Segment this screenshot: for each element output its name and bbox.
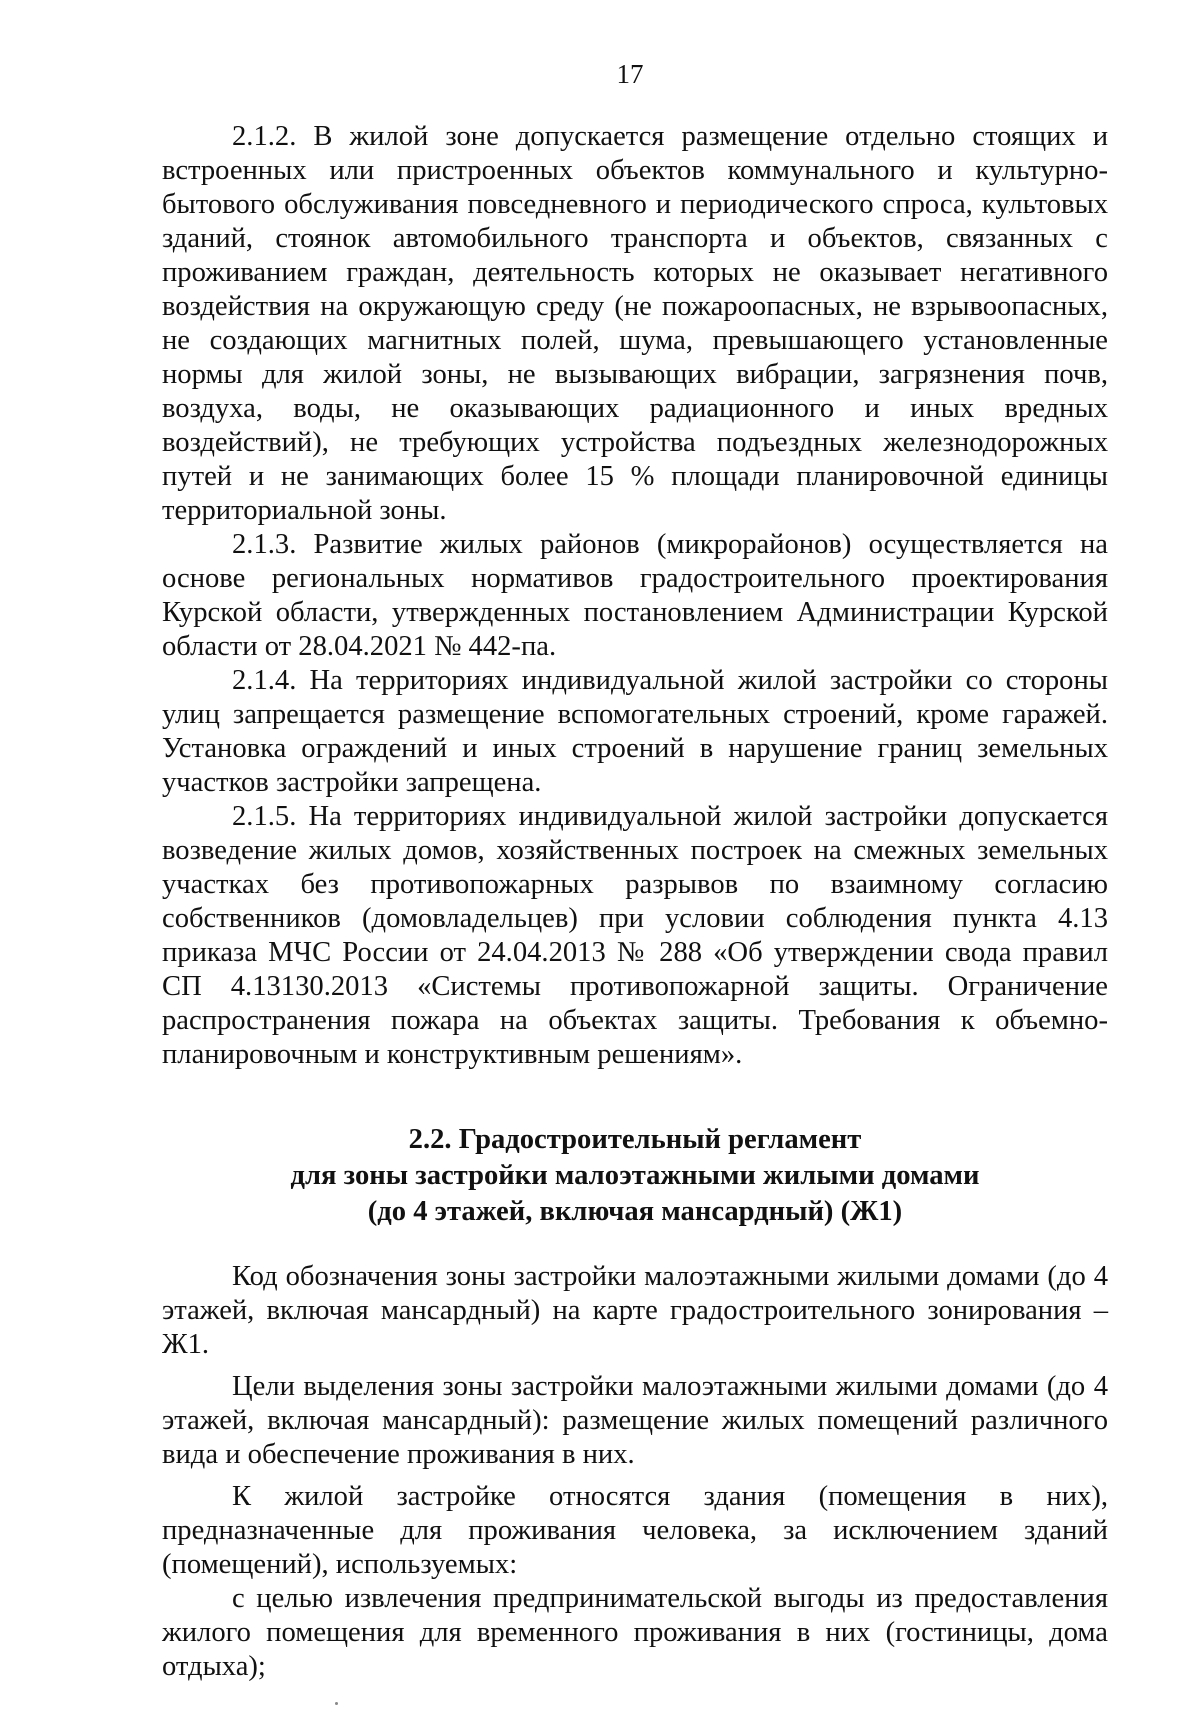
paragraph-2-1-3: 2.1.3. Развитие жилых районов (микрорайонов) осуществляется на основе региональных нормативов градостроительного проектирования Курской области, утвержденных постановлением Администрации Курской области от 28.04.2021 № 442-па. [162,529,1108,662]
paragraph-residential-definition: К жилой застройке относятся здания (помещения в них), предназначенные для проживания человека, за исключением зданий (помещений), используемых: [162,1481,1108,1580]
spacer [162,1362,1108,1370]
paragraph-profit-exclusion: с целью извлечения предпринимательской выгоды из предоставления жилого помещения для временного проживания в них (гостиницы, дома отдыха); [162,1583,1108,1682]
paragraph-2-1-2: 2.1.2. В жилой зоне допускается размещение отдельно стоящих и встроенных или пристроенных объектов коммунального и культурно-бытового обслуживания повседневного и периодического спроса, культовых зданий, стоянок автомобильного транспорта и объектов, связанных с проживанием граждан, деятельность которых не оказывает негативного воздействия на окружающую среду (не пожароопасных, не взрывоопасных, не создающих магнитных полей, шума, превышающего установленные нормы для жилой зоны, не вызывающих вибрации, загрязнения почв, воздуха, воды, не оказывающих радиационного и иных вредных воздействий), не требующих устройства подъездных железнодорожных путей и не занимающих более 15 % площади планировочной единицы территориальной зоны. [162,121,1108,526]
paragraph-zone-goals: Цели выделения зоны застройки малоэтажными жилыми домами (до 4 этажей, включая мансардный): размещение жилых помещений различного вида и обеспечение проживания в них. [162,1371,1108,1470]
paragraph-2-1-4: 2.1.4. На территориях индивидуальной жилой застройки со стороны улиц запрещается размещение вспомогательных строений, кроме гаражей. Установка ограждений и иных строений в нарушение границ земельных участков застройки запрещена. [162,665,1108,798]
page-number: 17 [616,59,644,89]
section-heading [162,1122,1108,1230]
section-heading-line-2: для зоны застройки малоэтажными жилыми домами [290,1160,980,1191]
scan-speck [335,1702,338,1705]
spacer [162,1472,1108,1480]
paragraph-zone-code: Код обозначения зоны застройки малоэтажными жилыми домами (до 4 этажей, включая мансардный) на карте градостроительного зонирования – Ж1. [162,1261,1108,1360]
paragraph-2-1-5: 2.1.5. На территориях индивидуальной жилой застройки допускается возведение жилых домов, хозяйственных построек на смежных земельных участках без противопожарных разрывов по взаимному согласию собственников (домовладельцев) при условии соблюдения пункта 4.13 приказа МЧС России от 24.04.2013 № 288 «Об утверждении свода правил СП 4.13130.2013 «Системы противопожарной защиты. Ограничение распространения пожара на объектах защиты. Требования к объемно-планировочным и конструктивным решениям». [162,801,1108,1070]
section-heading-line-1: 2.2. Градостроительный регламент [408,1124,862,1155]
document-body [162,120,1108,1684]
section-heading-line-3: (до 4 этажей, включая мансардный) (Ж1) [367,1196,903,1227]
